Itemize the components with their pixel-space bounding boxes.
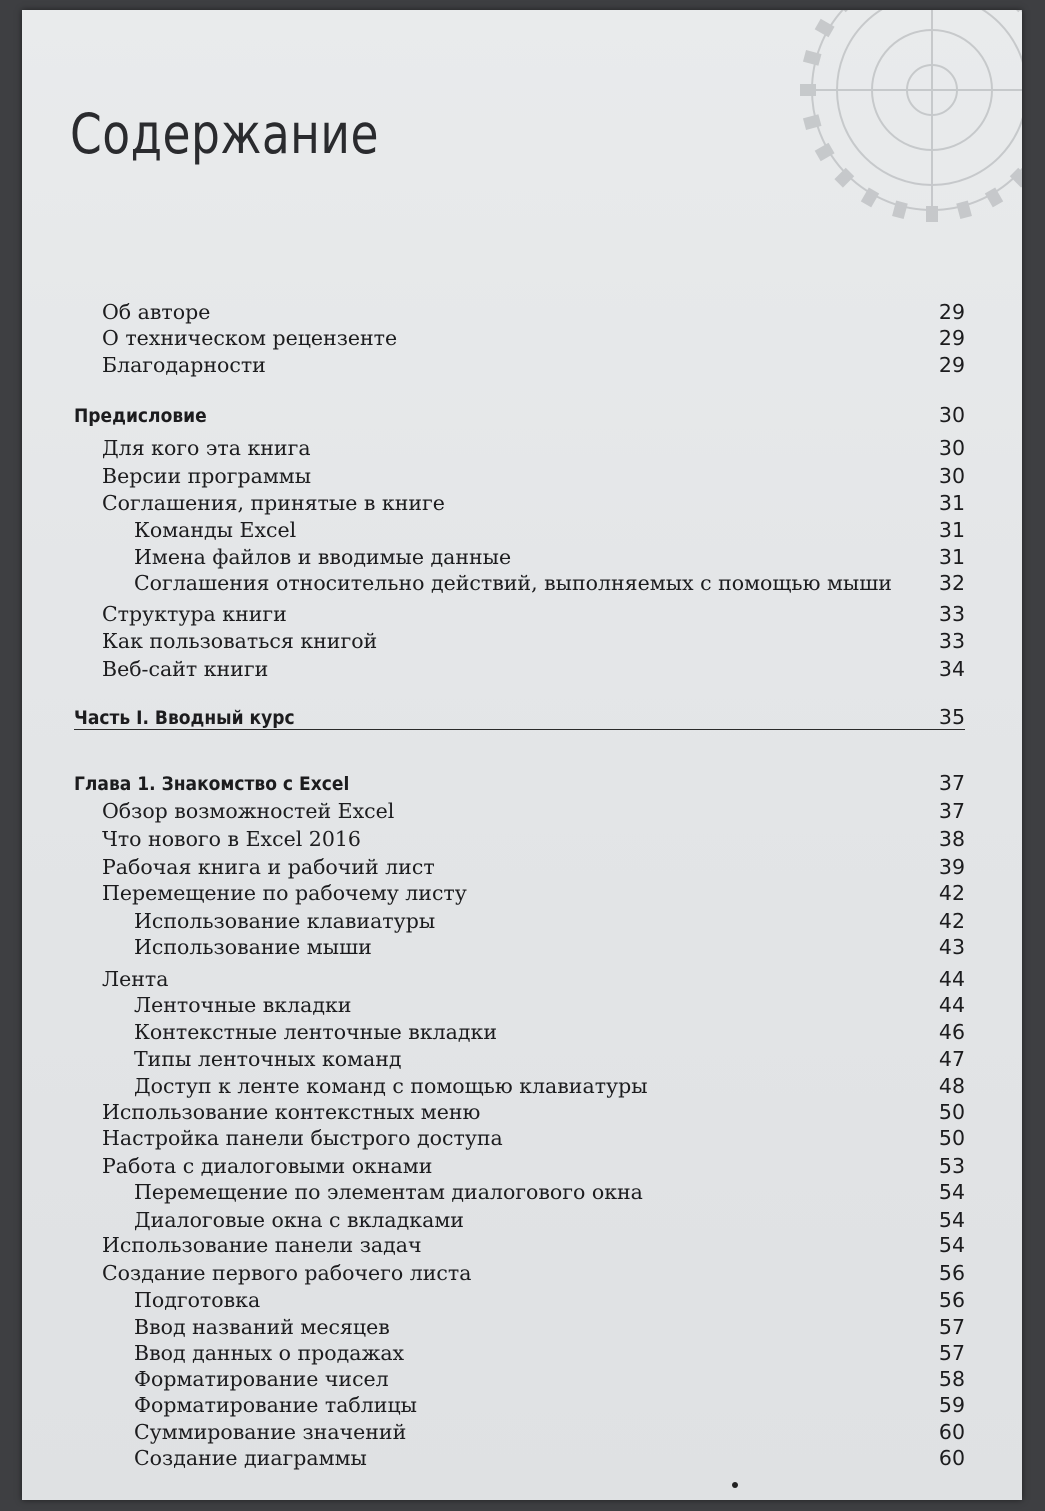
toc-entry-page: 29 [938, 326, 965, 350]
toc-entry-title: Соглашения относительно действий, выполняемых с помощью мыши [134, 571, 892, 595]
toc-entry-page: 60 [938, 1446, 965, 1470]
toc-entry-title: Использование клавиатуры [134, 909, 436, 933]
toc-entry-page: 34 [938, 657, 965, 681]
toc-entry [22, 545, 965, 569]
toc-entry [22, 300, 965, 324]
toc-entry-title: Структура книги [102, 602, 287, 626]
toc-entry-page: 29 [938, 353, 965, 377]
toc-entry [22, 1100, 965, 1124]
toc-entry-title: Настройка панели быстрого доступа [102, 1126, 503, 1150]
toc-entry-page: 32 [938, 571, 965, 595]
toc-entry-title: Использование контекстных меню [102, 1100, 481, 1124]
toc-entry [22, 1446, 965, 1470]
toc-entry-title: Подготовка [134, 1288, 261, 1312]
toc-entry-title: Создание первого рабочего листа [102, 1261, 472, 1285]
toc-entry [22, 1315, 965, 1339]
toc-entry-page: 42 [938, 881, 965, 905]
toc-entry [22, 491, 965, 515]
toc-entry-page: 53 [938, 1154, 965, 1178]
toc-entry [22, 657, 965, 681]
toc-entry [22, 855, 965, 879]
toc-entry-title: О техническом рецензенте [102, 326, 398, 350]
toc-entry-page: 54 [938, 1233, 965, 1257]
toc-entry-title: Ввод данных о продажах [134, 1341, 405, 1365]
toc-entry-title: Суммирование значений [134, 1420, 407, 1444]
toc-entry [22, 1341, 965, 1365]
toc-entry [22, 1154, 965, 1178]
toc-entry [22, 1047, 965, 1071]
toc-entry [22, 1126, 965, 1150]
toc-entry [22, 799, 965, 823]
toc-entry-title: Работа с диалоговыми окнами [102, 1154, 433, 1178]
toc-entry-title: Создание диаграммы [134, 1446, 367, 1470]
toc-entry-title: Использование панели задач [102, 1233, 422, 1257]
toc-entry-title: Предисловие [74, 405, 207, 427]
toc-entry [22, 571, 965, 595]
toc-entry [22, 909, 965, 933]
toc-entry [22, 326, 965, 350]
toc-entry-page: 35 [938, 705, 965, 729]
toc-entry-page: 44 [938, 967, 965, 991]
toc-entry-title: Соглашения, принятые в книге [102, 491, 445, 515]
toc-entry [22, 827, 965, 851]
toc-entry [22, 1420, 965, 1444]
toc-entry [22, 1393, 965, 1417]
page-dot [732, 1482, 738, 1488]
toc-entry-page: 31 [938, 545, 965, 569]
toc-entry [22, 935, 965, 959]
toc-entry [22, 518, 965, 542]
toc-entry-page: 56 [938, 1288, 965, 1312]
toc-entry-title: Команды Excel [134, 518, 297, 542]
toc-entry [22, 881, 965, 905]
toc-entry-page: 42 [938, 909, 965, 933]
toc-entry-title: Рабочая книга и рабочий лист [102, 855, 435, 879]
toc-entry-page: 37 [938, 799, 965, 823]
toc-entry-title: Типы ленточных команд [134, 1047, 402, 1071]
toc-entry-title: Ленточные вкладки [134, 993, 352, 1017]
toc-entry-page: 33 [938, 629, 965, 653]
toc-entry [22, 993, 965, 1017]
toc-entry [22, 629, 965, 653]
toc-entry-title: Глава 1. Знакомство с Excel [74, 773, 350, 795]
toc-entry-page: 47 [938, 1047, 965, 1071]
toc-entry-page: 39 [938, 855, 965, 879]
toc-entry [22, 1233, 965, 1257]
toc-entry [22, 1261, 965, 1285]
toc-entry [22, 1074, 965, 1098]
table-of-contents [22, 10, 1022, 1500]
toc-entry [22, 436, 965, 460]
toc-entry-page: 56 [938, 1261, 965, 1285]
toc-entry-title: Часть I. Вводный курс [74, 707, 295, 729]
toc-entry-title: Лента [102, 967, 169, 991]
toc-entry-page: 48 [938, 1074, 965, 1098]
toc-entry-title: Диалоговые окна с вкладками [134, 1208, 464, 1232]
toc-entry-page: 30 [938, 403, 965, 427]
toc-entry-title: Форматирование таблицы [134, 1393, 417, 1417]
toc-entry-page: 54 [938, 1180, 965, 1204]
toc-entry [22, 1208, 965, 1232]
toc-entry-title: Контекстные ленточные вкладки [134, 1020, 497, 1044]
toc-entry-page: 37 [938, 771, 965, 795]
toc-entry [22, 1367, 965, 1391]
toc-entry-page: 58 [938, 1367, 965, 1391]
toc-entry-title: Веб-сайт книги [102, 657, 269, 681]
toc-entry-page: 57 [938, 1315, 965, 1339]
toc-entry-page: 46 [938, 1020, 965, 1044]
toc-entry-page: 31 [938, 491, 965, 515]
toc-entry-title: Благодарности [102, 353, 266, 377]
toc-entry-title: Ввод названий месяцев [134, 1315, 390, 1339]
toc-entry-title: Доступ к ленте команд с помощью клавиатуры [134, 1074, 648, 1098]
toc-entry-title: Об авторе [102, 300, 211, 324]
toc-entry-page: 30 [938, 464, 965, 488]
toc-entry [22, 602, 965, 626]
toc-entry-title: Что нового в Excel 2016 [102, 827, 361, 851]
toc-entry [74, 705, 965, 730]
toc-entry-title: Как пользоваться книгой [102, 629, 378, 653]
toc-entry-page: 60 [938, 1420, 965, 1444]
toc-entry-page: 38 [938, 827, 965, 851]
page-title: Содержание [70, 102, 379, 166]
toc-entry-title: Обзор возможностей Excel [102, 799, 395, 823]
toc-entry [22, 771, 965, 795]
toc-entry-page: 31 [938, 518, 965, 542]
toc-entry [22, 1288, 965, 1312]
toc-entry-title: Использование мыши [134, 935, 372, 959]
toc-entry-page: 44 [938, 993, 965, 1017]
toc-entry-title: Для кого эта книга [102, 436, 311, 460]
toc-entry-page: 30 [938, 436, 965, 460]
toc-entry [22, 403, 965, 427]
toc-entry-title: Перемещение по рабочему листу [102, 881, 467, 905]
toc-entry-page: 29 [938, 300, 965, 324]
toc-entry [22, 967, 965, 991]
toc-entry-page: 57 [938, 1341, 965, 1365]
toc-entry-page: 43 [938, 935, 965, 959]
toc-entry-title: Форматирование чисел [134, 1367, 389, 1391]
toc-entry [22, 464, 965, 488]
toc-entry-title: Версии программы [102, 464, 312, 488]
book-page [22, 10, 1022, 1500]
toc-entry-page: 50 [938, 1100, 965, 1124]
toc-entry [22, 353, 965, 377]
toc-entry [22, 1020, 965, 1044]
toc-entry-page: 50 [938, 1126, 965, 1150]
toc-entry-page: 33 [938, 602, 965, 626]
toc-entry-title: Имена файлов и вводимые данные [134, 545, 512, 569]
toc-entry-page: 54 [938, 1208, 965, 1232]
toc-entry-title: Перемещение по элементам диалогового окна [134, 1180, 643, 1204]
toc-entry [22, 1180, 965, 1204]
toc-entry-page: 59 [938, 1393, 965, 1417]
